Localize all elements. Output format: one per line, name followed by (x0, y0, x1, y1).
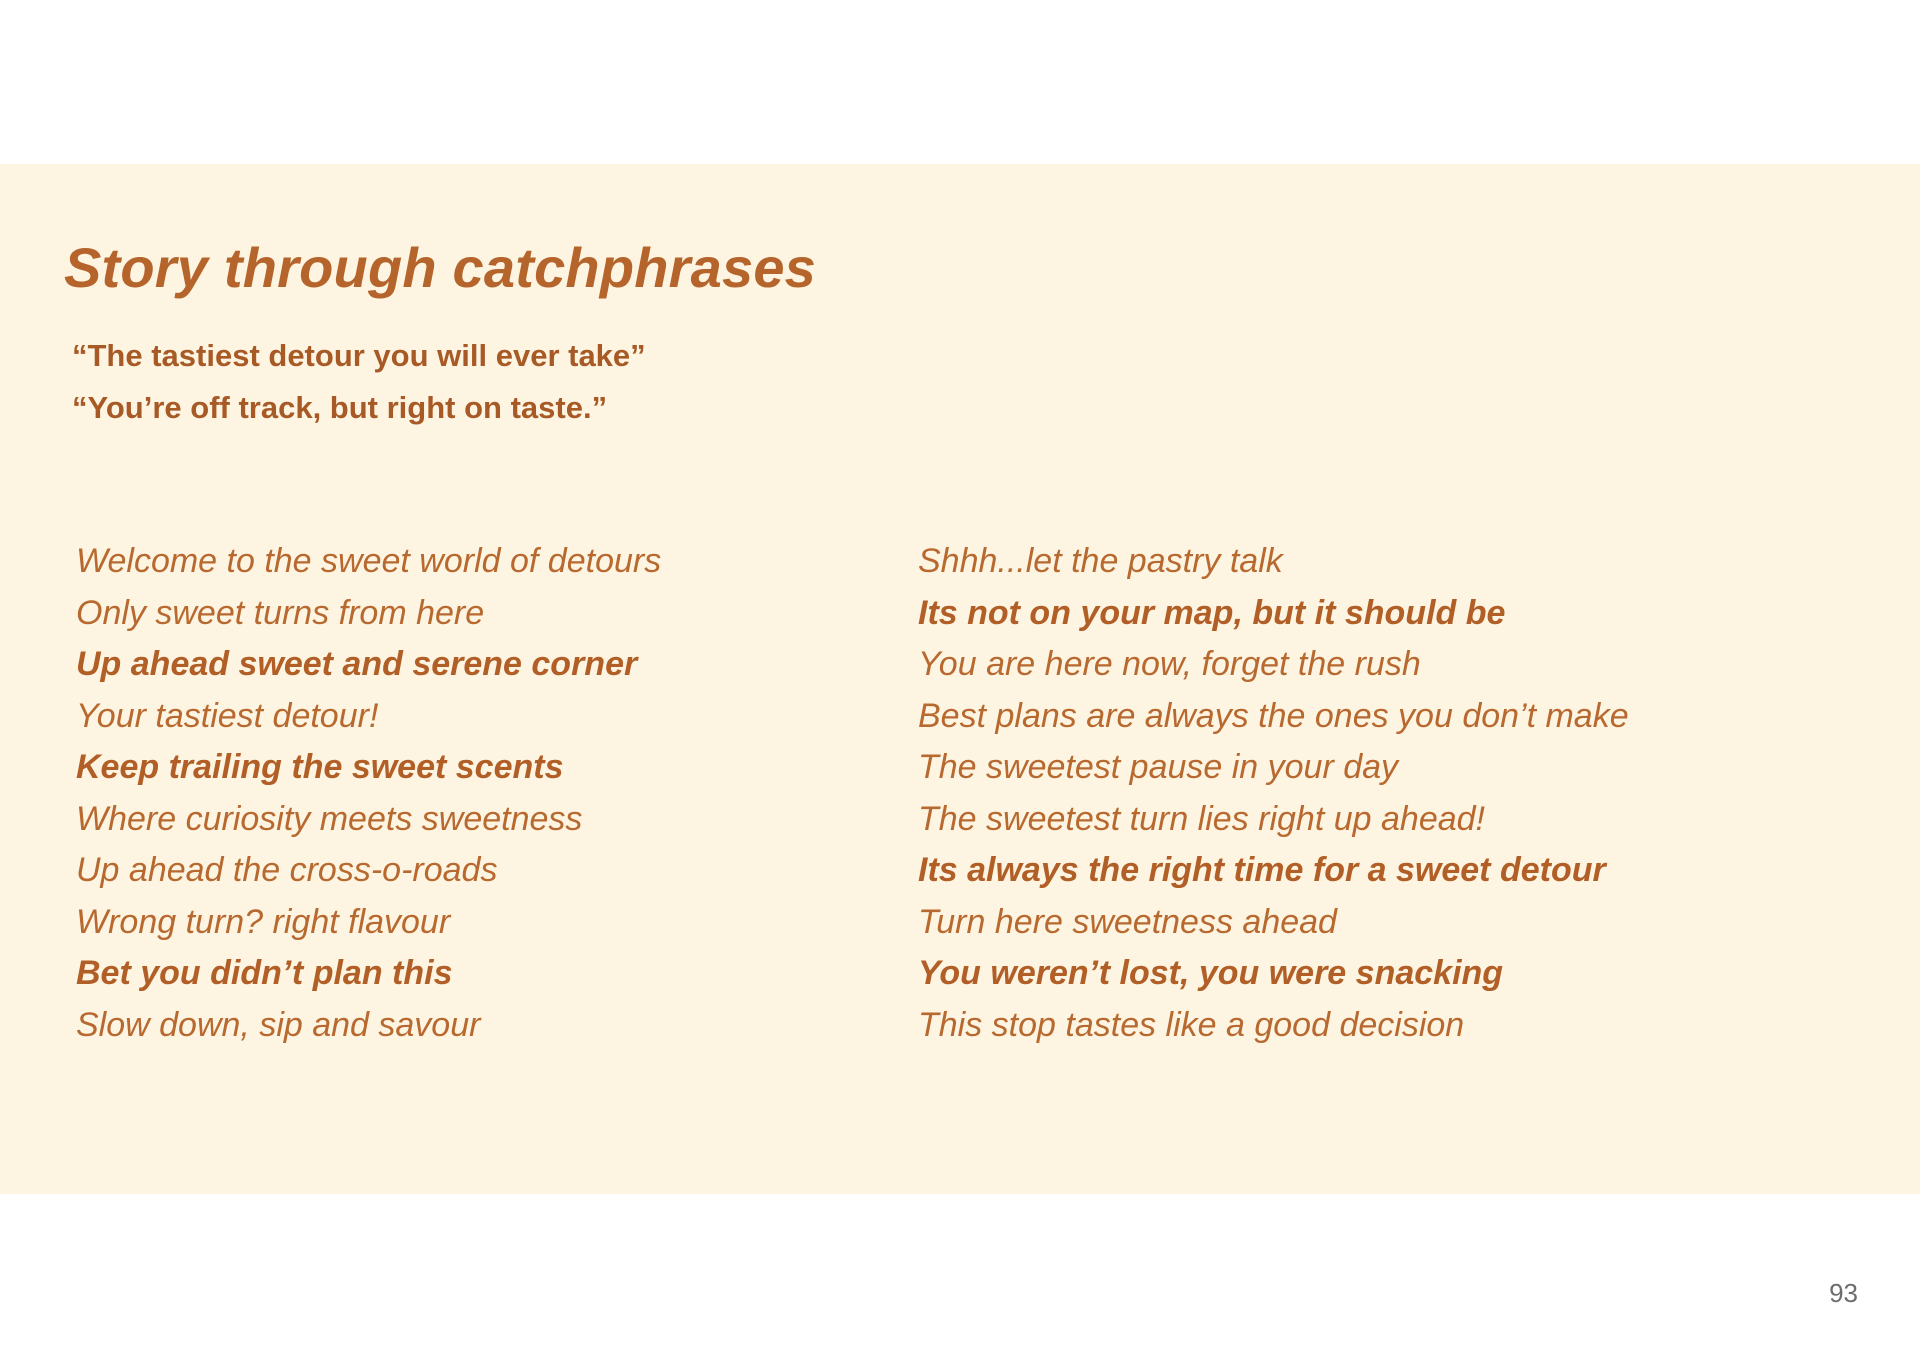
tagline: “The tastiest detour you will ever take” (72, 338, 646, 373)
catchphrase: Welcome to the sweet world of detours (76, 542, 662, 580)
catchphrase: The sweetest turn lies right up ahead! (918, 799, 1485, 838)
catchphrase: Wrong turn? right flavour (76, 902, 451, 941)
catchphrase: Best plans are always the ones you don’t make (918, 696, 1629, 735)
catchphrase-list-left (76, 536, 661, 1051)
tagline-group (72, 330, 646, 434)
catchphrase: You weren’t lost, you were snacking (918, 954, 1504, 992)
catchphrase: Your tastiest detour! (76, 696, 379, 735)
catchphrase: Only sweet turns from here (76, 593, 485, 632)
catchphrase: Keep trailing the sweet scents (76, 748, 564, 786)
catchphrase: The sweetest pause in your day (918, 748, 1399, 786)
catchphrase: Up ahead sweet and serene corner (76, 645, 638, 683)
catchphrase: This stop tastes like a good decision (918, 1005, 1465, 1044)
tagline: “You’re off track, but right on taste.” (72, 390, 608, 425)
catchphrase: Its not on your map, but it should be (918, 593, 1506, 632)
catchphrase: Bet you didn’t plan this (76, 954, 453, 992)
catchphrase: Turn here sweetness ahead (918, 902, 1337, 941)
catchphrase: Where curiosity meets sweetness (76, 799, 583, 838)
catchphrase: You are here now, forget the rush (918, 645, 1421, 683)
page-number: 93 (1829, 1278, 1858, 1308)
catchphrase: Slow down, sip and savour (76, 1005, 481, 1044)
catchphrase: Up ahead the cross-o-roads (76, 851, 498, 889)
catchphrase: Shhh...let the pastry talk (918, 542, 1283, 580)
catchphrase: Its always the right time for a sweet detour (918, 851, 1606, 889)
catchphrase-list-right (918, 536, 1629, 1051)
page-title: Story through catchphrases (64, 236, 817, 299)
